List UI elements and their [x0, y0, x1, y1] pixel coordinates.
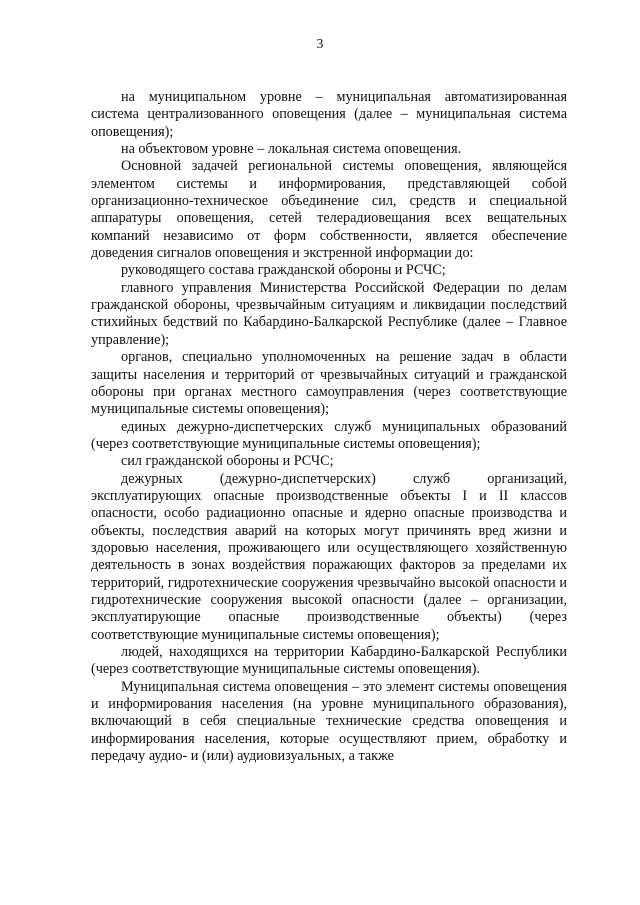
paragraph-leadership: руководящего состава гражданской обороны и РСЧС; [121, 262, 446, 279]
paragraph-authorized-bodies: органов, специально уполномоченных на решение задач в области защиты населения и территорий от чрезвычайных ситуаций и гражданской обороны при органах местного самоуправления (через соответствующие муниципальные системы оповещения); [91, 349, 567, 418]
paragraph-people: людей, находящихся на территории Кабардино-Балкарской Республики (через соответствующие муниципальные системы оповещения). [91, 644, 567, 678]
paragraph-municipal-system-definition: Муниципальная система оповещения – это элемент системы оповещения и информирования населения (на уровне муниципального образования), включающий в себя специальные технические средства оповещения и информирования населения, которые осуществляют прием, обработку и передачу аудио- и (или) аудиовизуальных, а также [91, 678, 567, 765]
paragraph-object-level: на объектовом уровне – локальная система оповещения. [121, 141, 462, 158]
paragraph-main-directorate: главного управления Министерства Российской Федерации по делам гражданской обороны, чрезвычайным ситуациям и ликвидации последствий стихийных бедствий по Кабардино-Балкарской Республике (далее – Главное управление); [91, 279, 567, 348]
paragraph-municipal-level: на муниципальном уровне – муниципальная автоматизированная система централизованного оповещения (далее – муниципальная система оповещения); [91, 89, 567, 140]
paragraph-duty-services: единых дежурно-диспетчерских служб муниципальных образований (через соответствующие муниципальные системы оповещения); [91, 418, 567, 452]
paragraph-civil-defense-forces: сил гражданской обороны и РСЧС; [121, 453, 334, 470]
page-number: 3 [316, 36, 324, 51]
paragraph-main-task: Основной задачей региональной системы оповещения, являющейся элементом системы и информирования, представляющей собой организационно-техническое объединение сил, средств и специальной аппаратуры оповещения, сетей телерадиовещания всех вещательных компаний независимо от форм собственности, является обеспечение доведения сигналов оповещения и экстренной информации до: [91, 158, 567, 262]
paragraph-hazardous-facilities: дежурных (дежурно-диспетчерских) служб организаций, эксплуатирующих опасные производственные объекты I и II классов опасности, особо радиационно опасные и ядерно опасные производства и объекты, последствия аварий на которых могут причинять вред жизни и здоровью населения, проживающего или осуществляющего хозяйственную деятельность в зонах воздействия поражающих факторов за пределами их территорий, гидротехнические сооружения чрезвычайно высокой опасности и гидротехнические сооружения высокой опасности (далее – организации, эксплуатирующие опасные производственные объекты) (через соответствующие муниципальные системы оповещения); [91, 470, 567, 643]
document-body [91, 89, 567, 765]
